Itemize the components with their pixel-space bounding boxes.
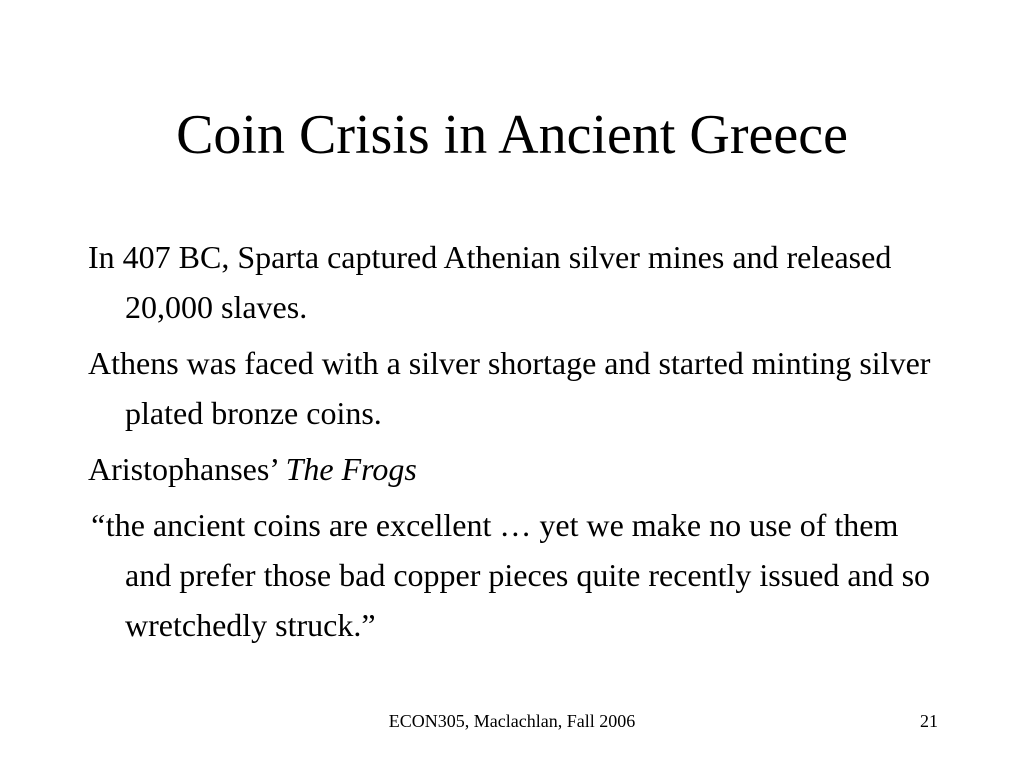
footer-page-number: 21 <box>920 711 938 731</box>
citation-author: Aristophanses’ <box>88 451 286 487</box>
bullet-citation <box>88 444 948 494</box>
bullet-athens: Athens was faced with a silver shortage and started minting silver plated bronze coins. <box>88 345 931 431</box>
slide-body <box>88 232 948 656</box>
bullet-sparta: In 407 BC, Sparta captured Athenian silver mines and released 20,000 slaves. <box>88 239 892 325</box>
citation-work: The Frogs <box>285 451 417 487</box>
footer-course: ECON305, Maclachlan, Fall 2006 <box>388 711 636 731</box>
slide-title: Coin Crisis in Ancient Greece <box>176 104 848 166</box>
quote-text: the ancient coins are excellent … yet we make no use of them and prefer those bad copper pieces quite recently issued and so wretchedly struck.” <box>105 507 931 643</box>
quote-open-mark: “ <box>88 507 106 543</box>
bullet-quote <box>88 500 948 650</box>
